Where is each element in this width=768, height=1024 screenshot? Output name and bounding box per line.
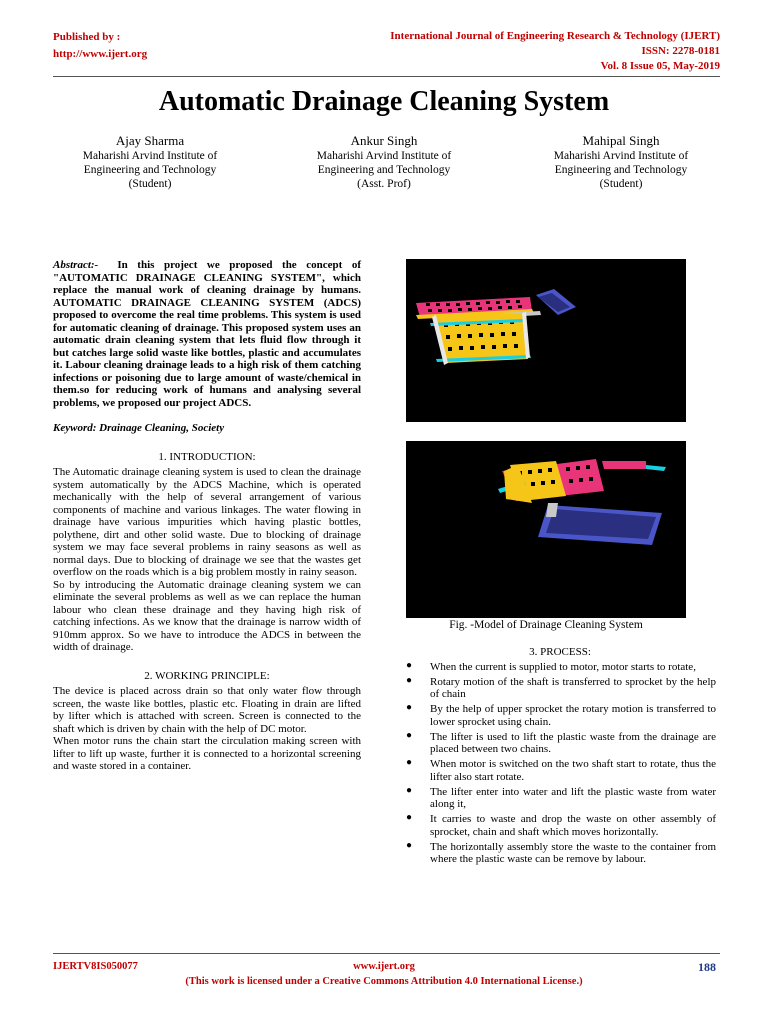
author-affiliation: Maharishi Arvind Institute of <box>553 150 689 162</box>
header-left <box>53 29 147 63</box>
author-3 <box>526 134 716 191</box>
bullet-icon: ● <box>406 729 413 741</box>
section-heading-working-principle: 2. WORKING PRINCIPLE: <box>144 669 270 682</box>
model-render-bottom <box>406 441 686 618</box>
intro-paragraph-1: The Automatic drainage cleaning system is used to clean the drainage system automatically by the ADCS Machine, which is operated mechanically with the help of several arrangement of various components of machine and various linkages. The water flowing in drainage have various impurities which having plastic bottles, polythene, dirt and other solid waste. Due to blocking of drainage system we may face several problems in rainy seasons as well as normal days. Due to blocking of drainage we see that the wastes get overflow on the roads which is a big problem mostly in rainy season. <box>53 466 361 578</box>
paper-id: IJERTV8IS050077 <box>53 961 138 972</box>
process-list <box>404 661 716 866</box>
list-item: ● When the current is supplied to motor, motor starts to rotate, <box>406 659 696 673</box>
header-right <box>390 29 720 74</box>
left-column <box>53 259 361 773</box>
section-heading-process: 3. PROCESS: <box>529 646 591 658</box>
abstract-text: In this project we proposed the concept of "AUTOMATIC DRAINAGE CLEANING SYSTEM", which replace the manual work of cleaning drainage by humans. AUTOMATIC DRAINAGE CLEANING SYSTEM (ADCS) proposed to overcome the real time problems. This system is used for automatic cleaning of drainage. This proposed system uses an automatic drain cleaning system that lets fluid flow through it but catches large solid waste like bottles, plastic and accumulates it. Labour cleaning drainage leads to a high risk of them catching infections or poisoning due to large amount of waste/chemical in them.so for reducing work of humans and analysing several problems, we proposed our project ADCS. <box>53 259 362 409</box>
author-name: Mahipal Singh <box>582 133 660 148</box>
keywords: Keyword: Drainage Cleaning, Society <box>53 422 225 434</box>
bullet-icon: ● <box>406 812 413 823</box>
author-role: (Student) <box>599 178 643 190</box>
list-item: ● Rotary motion of the shaft is transferred to sprocket by the help of chain <box>406 674 716 700</box>
author-1 <box>55 134 245 191</box>
paper-title: Automatic Drainage Cleaning System <box>158 86 610 117</box>
bullet-icon: ● <box>406 659 413 671</box>
author-affiliation: Engineering and Technology <box>554 164 688 176</box>
list-item: ● The horizontally assembly store the waste to the container from where the plastic waste can be remove by labour. <box>406 839 716 865</box>
volume-issue: Vol. 8 Issue 05, May-2019 <box>600 60 720 72</box>
footer-divider <box>53 953 720 954</box>
bullet-icon: ● <box>406 784 413 796</box>
footer-url-link[interactable]: www.ijert.org <box>353 961 415 972</box>
section-heading-introduction: 1. INTRODUCTION: <box>158 450 256 463</box>
bullet-icon: ● <box>406 839 413 851</box>
author-affiliation: Engineering and Technology <box>317 164 451 176</box>
intro-paragraph-2: So by introducing the Automatic drainage cleaning system we can eliminate the several problems as well as we can replace the human labour who clean these drainage and they having high risk of catching infections. As we know that the drainage is narrow width of 910mm approx. So we have to introduce the ADCS in between the width of drainage. <box>53 578 361 653</box>
list-item: ● The lifter is used to lift the plastic waste from the drainage are placed between two chains. <box>406 729 716 755</box>
author-affiliation: Maharishi Arvind Institute of <box>316 150 452 162</box>
figure-caption: Fig. -Model of Drainage Cleaning System <box>449 619 643 631</box>
list-item: ● The lifter enter into water and lift the plastic waste from water along it, <box>406 784 716 810</box>
header-divider <box>53 76 720 77</box>
list-item: ● When motor is switched on the two shaft start to rotate, thus the lifter also start rotate. <box>406 757 716 783</box>
bullet-icon: ● <box>406 702 413 713</box>
author-affiliation: Maharishi Arvind Institute of <box>82 150 218 162</box>
author-2 <box>289 134 479 191</box>
list-item: ● By the help of upper sprocket the rotary motion is transferred to lower sprocket using chain. <box>406 702 716 728</box>
list-item: ● It carries to waste and drop the waste on other assembly of sprocket, chain and shaft which moves horizontally. <box>406 812 716 838</box>
working-paragraph-1: The device is placed across drain so that only water flow through screen, the waste like bottles, plastic etc. Floating in drain are lifted by lifter which is attached with screen. Screen is connected to the shaft which is driven by chain with the help of DC motor. <box>53 685 361 735</box>
page-number: 188 <box>698 960 716 974</box>
published-by-label: Published by : <box>53 31 121 43</box>
issn: ISSN: 2278-0181 <box>641 45 720 57</box>
model-image-top <box>406 259 686 422</box>
author-role: (Student) <box>128 178 172 190</box>
author-name: Ankur Singh <box>350 133 418 148</box>
right-column <box>404 646 716 868</box>
journal-url-link[interactable]: http://www.ijert.org <box>53 48 148 60</box>
author-role: (Asst. Prof) <box>357 178 411 190</box>
author-affiliation: Engineering and Technology <box>83 164 217 176</box>
author-name: Ajay Sharma <box>115 133 185 148</box>
bullet-icon: ● <box>406 674 413 686</box>
bullet-icon: ● <box>406 757 413 768</box>
model-image-bottom <box>406 441 686 618</box>
journal-name: International Journal of Engineering Research & Technology (IJERT) <box>390 30 720 42</box>
abstract-label: Abstract:- <box>53 259 99 271</box>
working-paragraph-2: When motor runs the chain start the circulation making screen with lifter to lift up waste, further it is connected to a horizontal screening and waste stored in a container. <box>53 735 361 772</box>
license-notice: (This work is licensed under a Creative Commons Attribution 4.0 International License.) <box>185 976 583 987</box>
abstract <box>53 259 361 409</box>
model-render-top <box>406 259 686 422</box>
